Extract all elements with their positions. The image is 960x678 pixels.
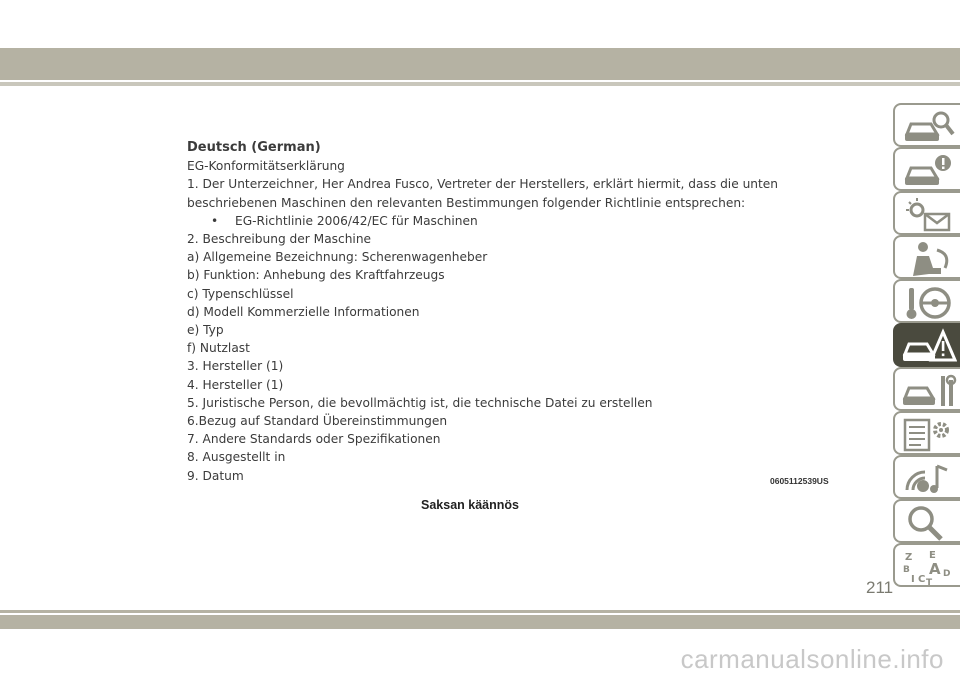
declaration-heading: Deutsch (German) [187, 140, 321, 155]
declaration-bullet [187, 212, 807, 230]
svg-text:C: C [918, 574, 926, 585]
watermark-link[interactable]: carmanualsonline.info [680, 644, 944, 674]
declaration-text [187, 139, 807, 485]
seat-person-airbag-icon [901, 240, 957, 278]
car-service-tools-icon [901, 372, 957, 410]
bottom-divider [0, 610, 960, 613]
declaration-line: 5. Juristische Person, die bevollmächtig ist, die technische Datei zu erstellen [187, 395, 653, 410]
car-warning-triangle-icon [901, 328, 957, 366]
declaration-line: 1. Der Unterzeichner, Her Andrea Fusco, Vertreter der Herstellers, erklärt hiermit, dass die unten [187, 177, 779, 192]
figure-caption: Saksan käännös [421, 498, 519, 512]
tab-car-search[interactable] [893, 103, 960, 147]
declaration-line: e) Typ [187, 323, 224, 338]
list-gear-icon [901, 416, 957, 454]
tab-car-info[interactable] [893, 147, 960, 191]
tab-starting-driving[interactable] [893, 279, 960, 323]
declaration-line: 9. Datum [187, 468, 244, 483]
top-divider [0, 82, 960, 86]
tab-search[interactable] [893, 499, 960, 543]
declaration-line: c) Typenschlüssel [187, 286, 294, 301]
declaration-line: 6.Bezug auf Standard Übereinstimmungen [187, 414, 448, 429]
tab-index[interactable] [893, 543, 960, 587]
declaration-line: 2. Beschreibung der Maschine [187, 232, 372, 247]
declaration-line: b) Funktion: Anhebung des Kraftfahrzeugs [187, 268, 445, 283]
svg-text:T: T [926, 578, 933, 586]
tab-servicing-maintenance[interactable] [893, 367, 960, 411]
top-band [0, 48, 960, 80]
warning-light-message-icon [901, 196, 957, 234]
declaration-line: f) Nutzlast [187, 341, 250, 356]
bullet-dot-icon: • [211, 213, 219, 228]
tab-technical-specifications[interactable] [893, 411, 960, 455]
tab-multimedia[interactable] [893, 455, 960, 499]
tab-warning-lights[interactable] [893, 191, 960, 235]
svg-text:E: E [929, 550, 936, 561]
bottom-band [0, 615, 960, 629]
car-search-icon [901, 108, 957, 146]
declaration-line: beschriebenen Maschinen den relevanten Bestimmungen folgender Richtlinie entsprechen: [187, 195, 746, 210]
declaration-line: 3. Hersteller (1) [187, 359, 284, 374]
car-info-icon [901, 152, 957, 190]
svg-text:Z: Z [905, 552, 913, 563]
declaration-line: a) Allgemeine Bezeichnung: Scherenwagenheber [187, 250, 488, 265]
declaration-line: 8. Ausgestellt in [187, 450, 286, 465]
figure-code: 0605112539US [770, 476, 829, 486]
declaration-bullet-text: EG-Richtlinie 2006/42/EC für Maschinen [235, 213, 478, 228]
svg-text:B: B [903, 565, 910, 575]
tab-safety[interactable] [893, 235, 960, 279]
declaration-line: d) Modell Kommerzielle Informationen [187, 304, 420, 319]
watermark-bar [0, 640, 960, 678]
media-signal-music-icon [901, 460, 957, 498]
magnifier-icon [901, 504, 957, 542]
declaration-line: 7. Andere Standards oder Spezifikationen [187, 432, 441, 447]
tab-in-case-of-emergency[interactable] [893, 323, 960, 367]
svg-text:A: A [929, 560, 941, 578]
alphabet-index-icon [901, 548, 957, 586]
declaration-line: 4. Hersteller (1) [187, 377, 284, 392]
steering-wheel-key-icon [901, 284, 957, 322]
declaration-line: EG-Konformitätserklärung [187, 159, 345, 174]
page-number: 211 [866, 578, 894, 597]
svg-text:D: D [943, 569, 951, 579]
svg-text:I: I [911, 574, 915, 585]
